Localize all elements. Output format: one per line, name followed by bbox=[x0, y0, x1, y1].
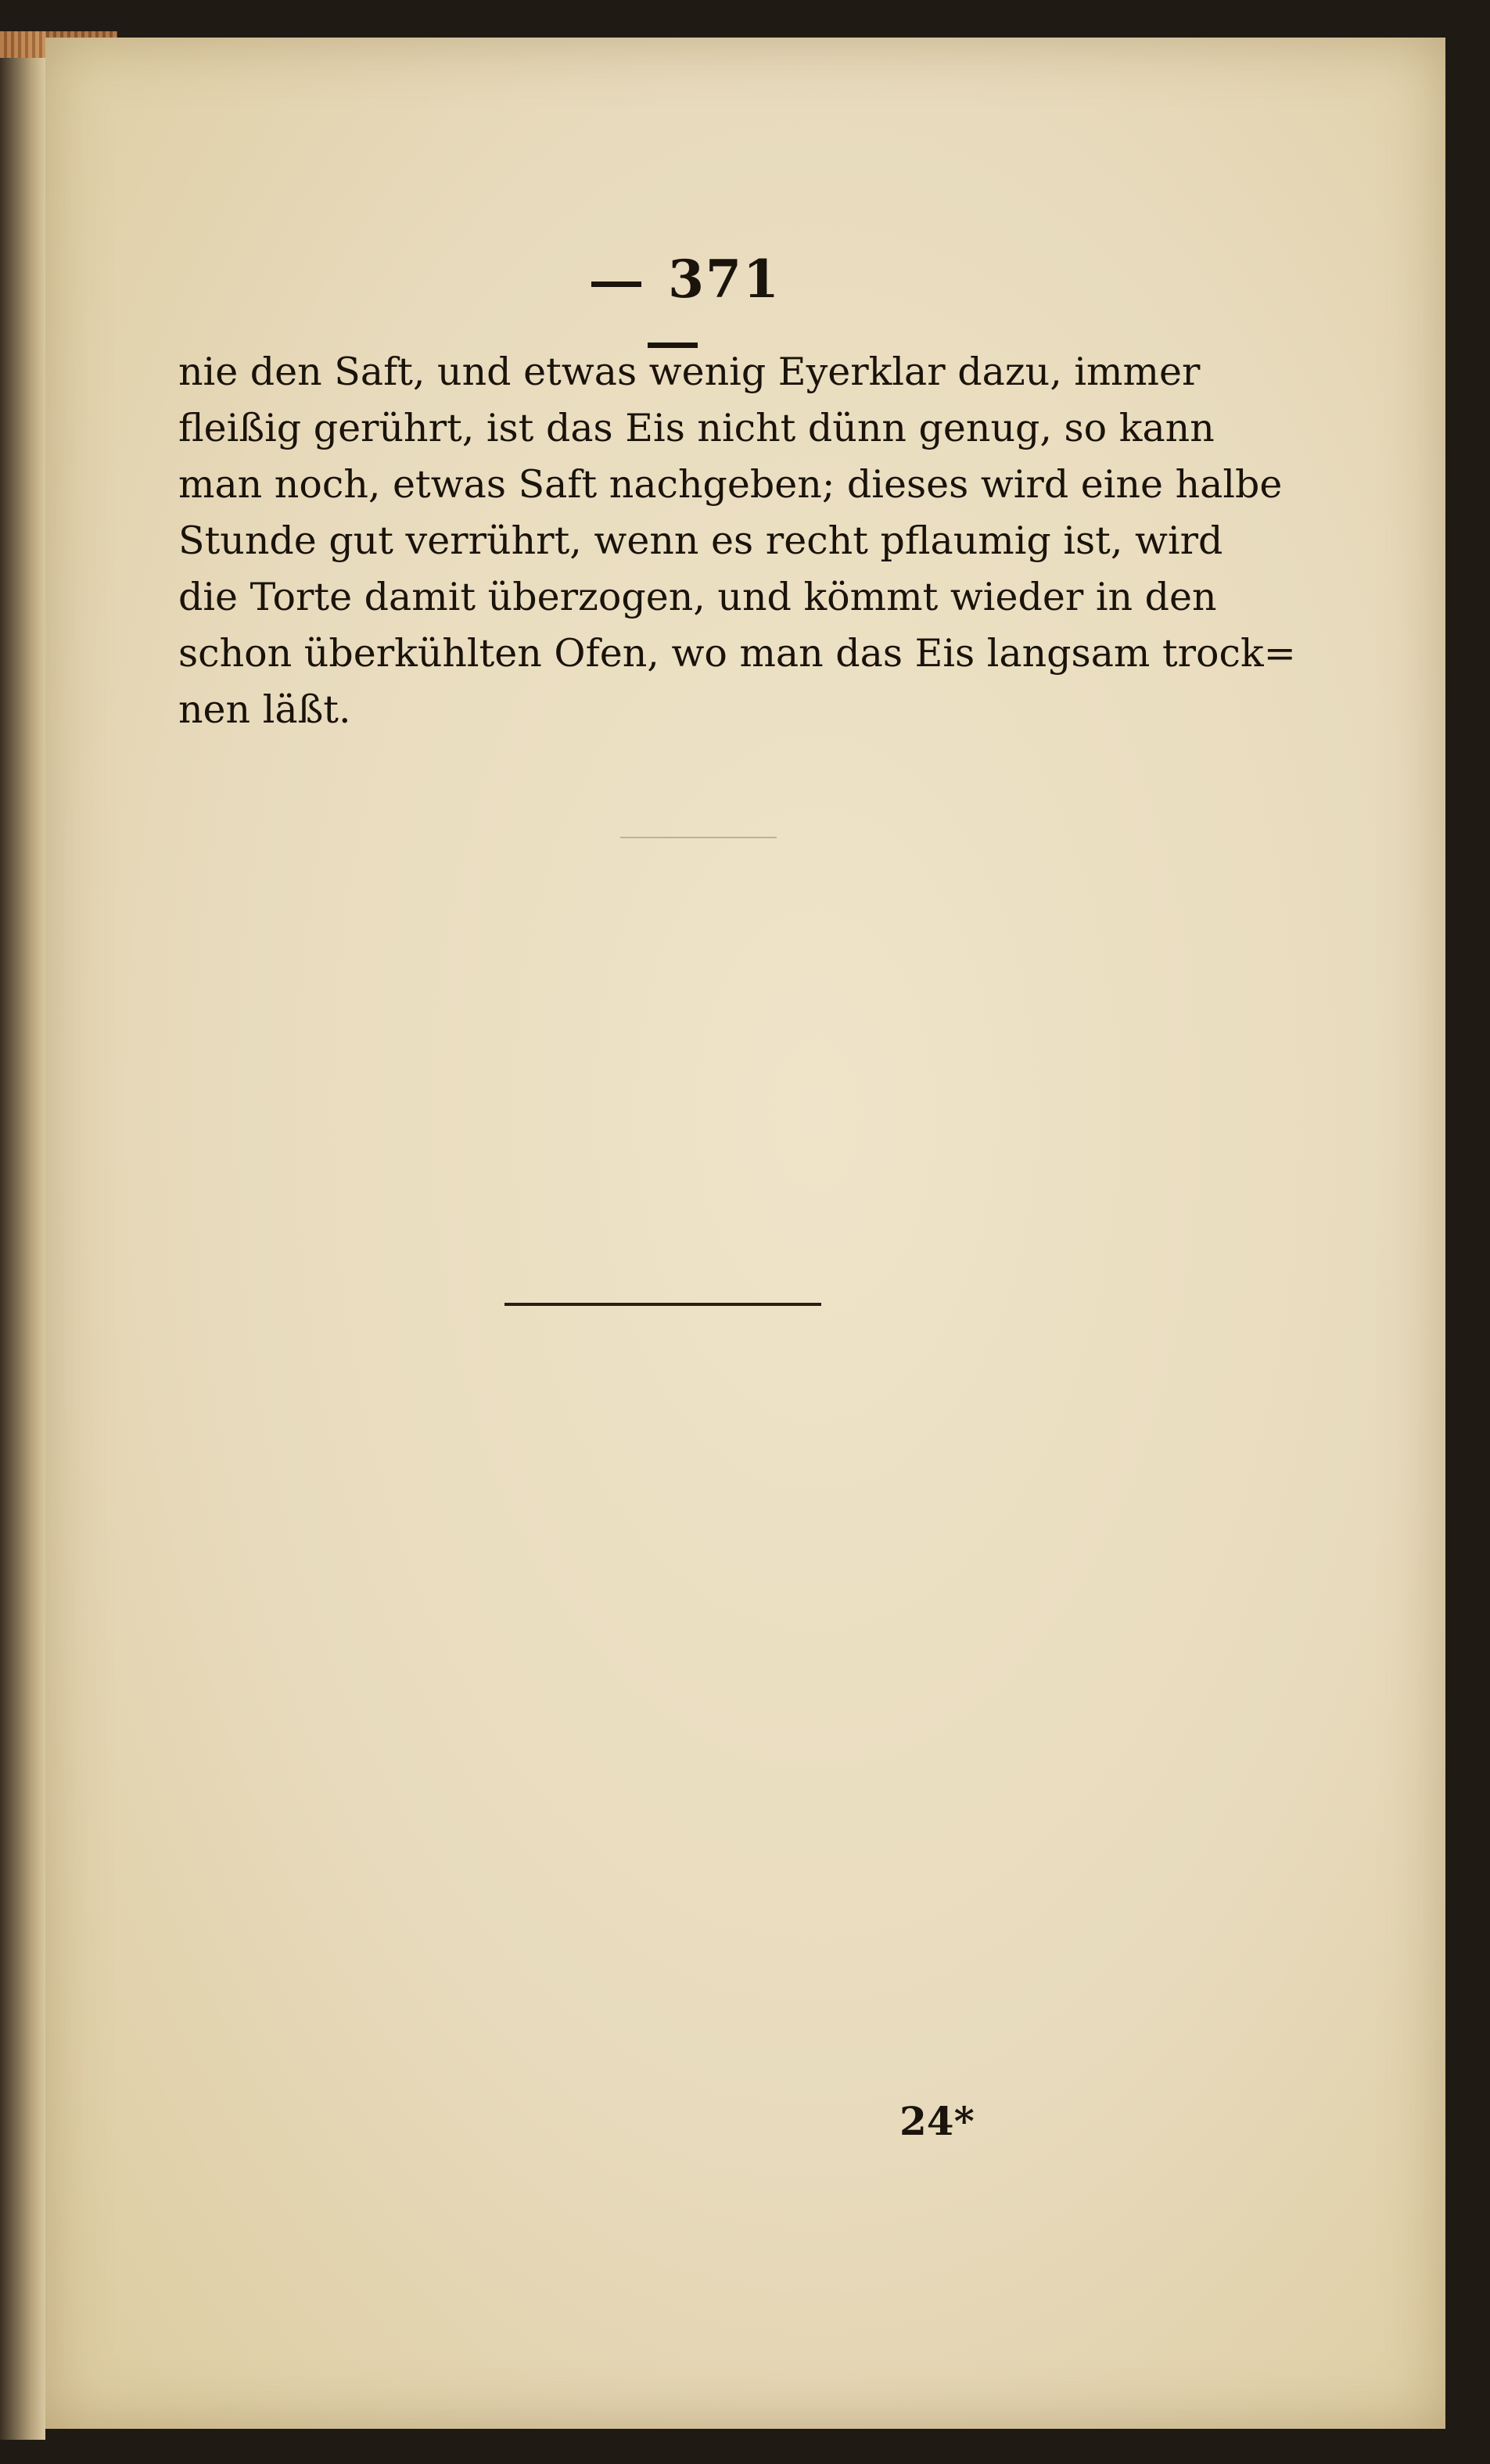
text-line: Stunde gut verrührt, wenn es recht pflaumig ist, wird bbox=[178, 518, 1223, 563]
bleed-through-rule bbox=[620, 837, 777, 838]
page-number: 371 bbox=[668, 249, 781, 310]
book-spine bbox=[0, 31, 45, 2440]
text-line: man noch, etwas Saft nachgeben; dieses wird eine halbe bbox=[178, 462, 1283, 507]
section-rule bbox=[504, 1303, 821, 1306]
printer-signature-mark: 24* bbox=[899, 2098, 975, 2144]
header-dash-left bbox=[591, 282, 641, 287]
text-line: die Torte damit überzogen, und kömmt wieder in den bbox=[178, 575, 1217, 619]
text-line: fleißig gerührt, ist das Eis nicht dünn genug, so kann bbox=[178, 406, 1215, 450]
text-line: schon überkühlten Ofen, wo man das Eis langsam trock= bbox=[178, 631, 1296, 676]
text-line: nen läßt. bbox=[178, 687, 351, 732]
text-line: nie den Saft, und etwas wenig Eyerklar dazu, immer bbox=[178, 350, 1201, 394]
body-text bbox=[178, 344, 1296, 738]
